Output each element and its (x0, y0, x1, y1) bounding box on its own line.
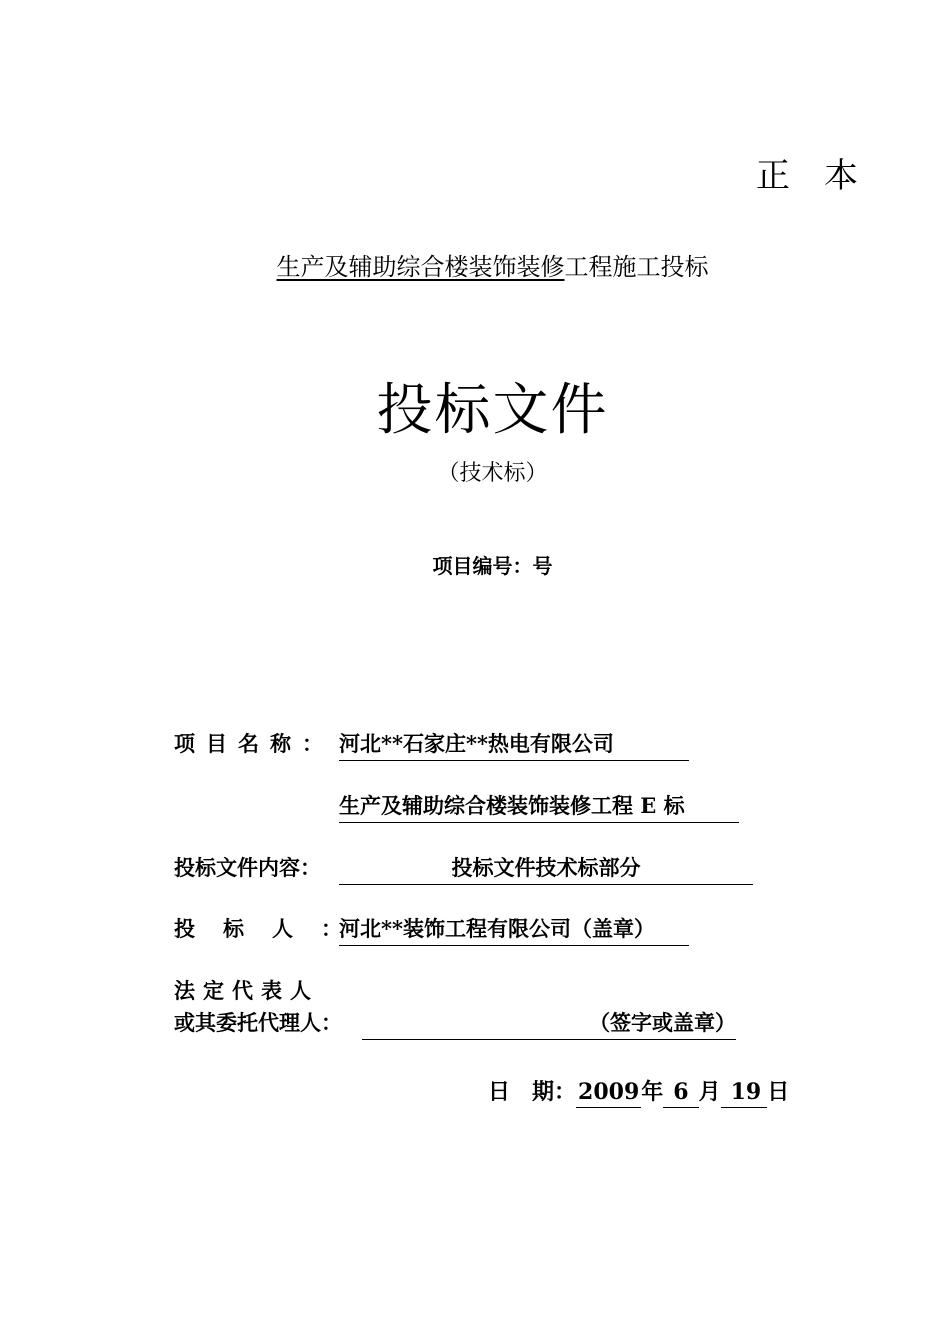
date-row (488, 1075, 789, 1106)
agent-value: （签字或盖章） (362, 1007, 736, 1040)
bidder-label: 投标人： (174, 916, 370, 941)
date-year-unit: 年 (641, 1079, 664, 1105)
date-day: 19 (721, 1079, 768, 1108)
copy-mark: 正本 (756, 156, 892, 196)
content-label: 投标文件内容： (174, 855, 321, 880)
date-month: 6 (663, 1079, 698, 1108)
document-title: 投标文件 (376, 378, 609, 443)
date-day-unit: 日 (767, 1079, 790, 1105)
date-label: 日 期： (488, 1079, 577, 1105)
project-title-rest: 工程施工投标 (564, 253, 709, 281)
project-name-line1: 河北**石家庄**热电有限公司 (339, 728, 689, 761)
project-name-label: 项目名称： (174, 731, 334, 756)
bidder-value: 河北**装饰工程有限公司（盖章） (339, 913, 689, 946)
project-name-line2: 生产及辅助综合楼装饰装修工程 E 标 (339, 790, 739, 823)
legal-rep-label: 法定代表人 (174, 978, 319, 1003)
content-value: 投标文件技术标部分 (339, 852, 753, 885)
date-year: 2009 (576, 1079, 641, 1108)
project-number: 项目编号：号 (432, 554, 553, 578)
project-title (0, 247, 950, 282)
document-subtitle: （技术标） (437, 461, 548, 486)
date-month-unit: 月 (698, 1079, 721, 1105)
agent-label: 或其委托代理人： (174, 1010, 342, 1035)
project-title-underlined: 生产及辅助综合楼装饰装修 (276, 253, 565, 281)
